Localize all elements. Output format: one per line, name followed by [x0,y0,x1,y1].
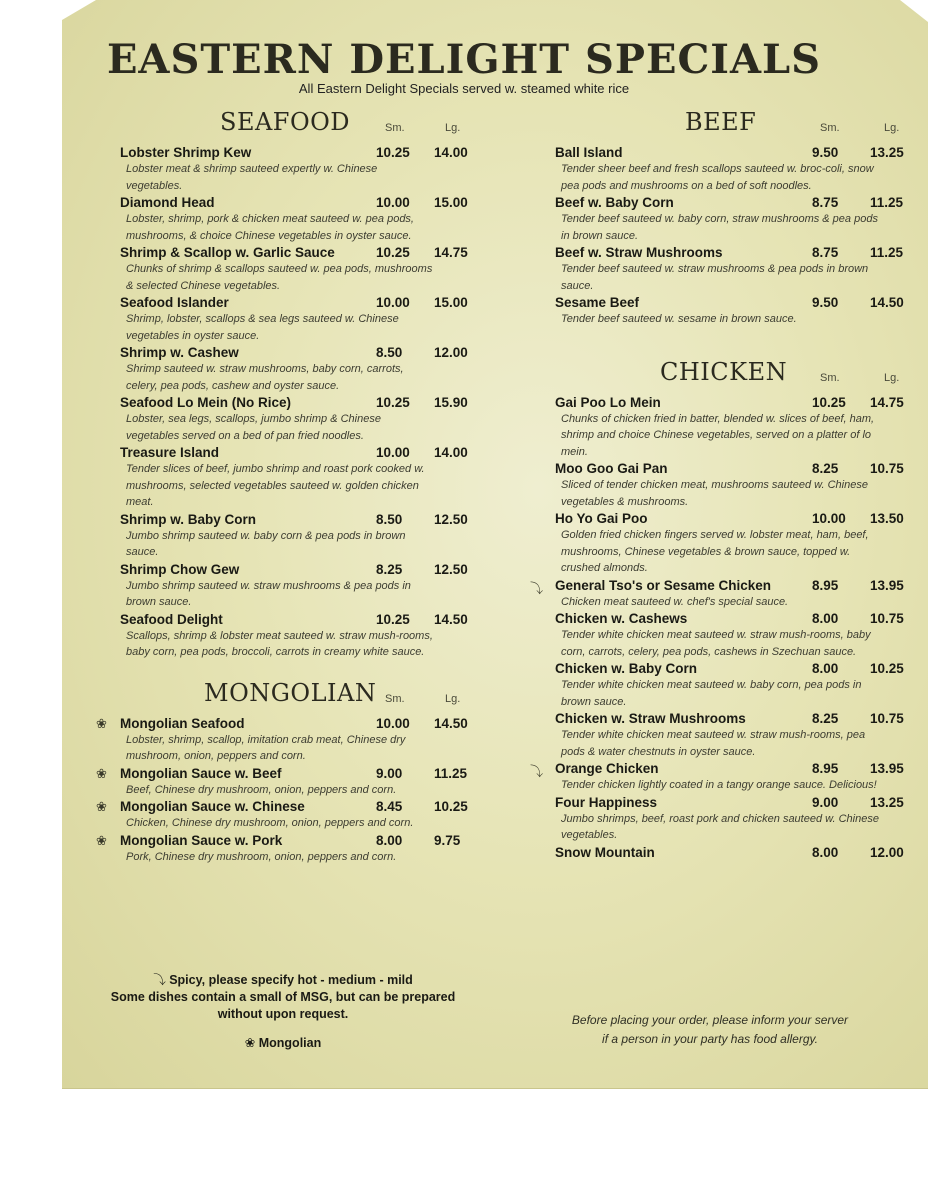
left-column [88,108,478,865]
menu-item-name: Shrimp w. Baby Corn [120,511,257,527]
menu-item [528,510,912,577]
menu-item-name: Seafood Lo Mein (No Rice) [120,395,292,410]
menu-item-price-small: 10.00 [376,715,410,731]
menu-item [88,444,478,511]
menu-item-price-small: 10.25 [812,394,846,410]
menu-item-price-small: 10.00 [376,445,410,460]
menu-item-price-small: 8.25 [376,561,403,577]
menu-item-description: Beef, Chinese dry mushroom, onion, peppers and corn. [126,783,397,796]
menu-item [528,244,912,294]
menu-item-description: Golden fried chicken fingers served w. lobster meat, ham, beef, mushrooms, Chinese vegetables & brown sauce, topped w. crushed almonds. [561,529,869,574]
menu-item [88,511,478,561]
menu-item-name: Mongolian Sauce w. Pork [120,832,283,848]
menu-item [88,294,478,344]
page-subtitle: All Eastern Delight Specials served w. steamed white rice [298,81,630,96]
chili-pepper-icon: ⤵ [530,764,544,779]
menu-item-description: Tender white chicken meat sauteed w. straw mush-rooms, pea pods & water chestnuts in oyster sauce. [561,729,866,758]
right-column [528,108,912,861]
size-small-label: Sm. [820,371,840,384]
menu-item-price-large: 10.75 [870,611,904,626]
menu-item [528,144,912,194]
flower-icon: ❀ [244,1036,256,1050]
spicy-note-text: Spicy, please specify hot - medium - mild [169,973,413,987]
flower-icon: ❀ [96,799,107,814]
spicy-note [88,972,478,989]
menu-item-price-large: 10.75 [870,711,904,726]
menu-item-price-large: 13.50 [870,511,904,526]
menu-item-name: Sesame Beef [555,295,640,310]
menu-item-description: Lobster meat & shrimp sauteed expertly w. Chinese vegetables. [126,163,378,192]
menu-item [88,394,478,444]
menu-item-price-large: 10.25 [870,661,904,676]
menu-item-name: Beef w. Baby Corn [555,195,674,210]
beef-title: BEEF [685,108,757,136]
menu-item-price-large: 14.75 [870,394,904,410]
menu-item-name: Lobster Shrimp Kew [120,145,252,160]
menu-item-description: Lobster, shrimp, scallop, imitation crab meat, Chinese dry mushroom, onion, peppers and corn. [126,733,406,762]
menu-item [88,561,478,611]
menu-item-price-large: 12.00 [870,844,904,860]
menu-item-price-small: 9.00 [376,765,403,781]
menu-item-price-small: 8.45 [376,799,403,814]
menu-item-description: Sliced of tender chicken meat, mushrooms sauteed w. Chinese vegetables & mushrooms. [561,479,868,508]
menu-item-name: Ho Yo Gai Poo [555,511,648,526]
seafood-list [88,144,478,661]
menu-item-name: Diamond Head [120,195,215,210]
menu-item [528,760,912,794]
menu-item-name: Beef w. Straw Mushrooms [555,245,723,260]
size-small-label: Sm. [385,122,405,134]
menu-item-description: Shrimp sauteed w. straw mushrooms, baby corn, carrots, celery, pea pods, cashew and oyster sauce. [126,363,404,392]
mongolian-section-header [88,679,478,715]
menu-item-name: Chicken w. Straw Mushrooms [555,711,746,726]
beef-list [528,144,912,328]
menu-item-price-small: 8.25 [812,711,839,726]
menu-item-price-large: 12.50 [434,511,468,527]
beef-section-header [528,108,912,144]
menu-item-price-small: 10.00 [376,295,410,310]
menu-item-name: Shrimp & Scallop w. Garlic Sauce [120,245,335,260]
menu-item-price-small: 8.75 [812,195,839,210]
menu-item [528,394,912,461]
menu-item-price-large: 14.50 [434,611,468,627]
menu-item-price-small: 8.50 [376,511,403,527]
menu-item-name: Chicken w. Cashews [555,611,688,626]
menu-item-price-small: 10.25 [376,611,410,627]
chicken-list [528,394,912,861]
menu-item [528,194,912,244]
menu-item-name: Shrimp w. Cashew [120,345,239,360]
menu-item-description: Tender chicken lightly coated in a tangy orange sauce. Delicious! [561,779,877,791]
menu-item-price-small: 8.00 [812,844,839,860]
menu-item-price-large: 14.00 [434,445,468,460]
menu-item [528,660,912,710]
menu-item-description: Tender beef sauteed w. sesame in brown sauce. [561,313,797,325]
menu-item [88,194,478,244]
menu-item-name: Snow Mountain [555,844,655,860]
mongolian-title: MONGOLIAN [204,678,377,707]
menu-item [528,294,912,328]
page-title: EASTERN DELIGHT SPECIALS [106,36,822,83]
menu-item-name: Chicken w. Baby Corn [555,661,698,676]
menu-item [528,610,912,660]
menu-item [88,832,478,866]
menu-item-description: Shrimp, lobster, scallops & sea legs sauteed w. Chinese vegetables in oyster sauce. [126,313,399,342]
size-large-label: Lg. [445,692,461,705]
menu-item-name: Seafood Islander [120,295,229,310]
menu-item-name: General Tso's or Sesame Chicken [555,577,772,593]
menu-item-price-large: 13.95 [870,577,904,593]
menu-item-price-large: 11.25 [434,765,468,781]
menu-item-price-small: 8.00 [812,611,839,626]
flower-icon: ❀ [96,765,107,781]
menu-item-price-small: 10.25 [376,145,410,160]
menu-item-name: Mongolian Sauce w. Chinese [120,799,305,814]
menu-item-price-large: 15.90 [434,395,468,410]
menu-item-name: Gai Poo Lo Mein [555,394,661,410]
chicken-section-header [528,358,912,394]
size-small-label: Sm. [385,692,405,705]
flower-icon: ❀ [96,832,107,848]
menu-item-description: Chunks of shrimp & scallops sauteed w. pea pods, mushrooms & selected Chinese vegetables. [126,263,433,292]
mongolian-legend-text: Mongolian [258,1036,322,1050]
menu-item-price-large: 10.75 [870,461,904,476]
menu-item-description: Tender sheer beef and fresh scallops sauteed w. broc-coli, snow pea pods and mushrooms on a bed of soft noodles. [561,163,874,192]
menu-item [528,710,912,760]
menu-item-price-large: 12.50 [434,561,468,577]
menu-item-price-small: 10.25 [376,245,410,260]
menu-item-price-large: 13.25 [870,145,904,160]
menu-item-description: Chunks of chicken fried in batter, blended w. slices of beef, ham, shrimp and choice Chinese vegetables, served on a platter of lo mein. [561,412,875,458]
menu-item [528,577,912,611]
chicken-title: CHICKEN [660,357,788,386]
menu-item-description: Scallops, shrimp & lobster meat sauteed w. straw mush-rooms, baby corn, pea pods, broccoli, carrots in creamy white sauce. [126,629,433,658]
menu-item [88,144,478,194]
menu-item-description: Tender white chicken meat sauteed w. straw mush-rooms, baby corn, carrots, celery, pea pods, cashews in Szechuan sauce. [561,629,871,658]
seafood-title: SEAFOOD [220,108,351,136]
menu-item [88,344,478,394]
menu-item-price-small: 9.00 [812,794,839,810]
menu-item-price-small: 8.75 [812,245,839,260]
menu-item-description: Chicken meat sauteed w. chef's special sauce. [561,595,789,608]
menu-item-description: Lobster, sea legs, scallops, jumbo shrimp & Chinese vegetables served on a bed of pan fried noodles. [126,413,381,442]
menu-item-price-large: 14.50 [870,295,904,310]
menu-item-name: Ball Island [555,145,623,160]
menu-item-price-large: 14.75 [434,245,468,260]
chili-pepper-icon: ⤵ [153,973,166,987]
menu-item-price-large: 15.00 [434,295,468,310]
menu-item-price-small: 8.95 [812,577,839,593]
menu-item-price-small: 8.25 [812,461,839,476]
menu-item [528,460,912,510]
menu-item-price-small: 8.50 [376,345,403,360]
menu-item-price-small: 10.00 [812,511,846,526]
size-large-label: Lg. [884,371,900,384]
menu-item-name: Treasure Island [120,445,220,460]
menu-item-price-large: 13.95 [870,761,904,776]
menu-item-price-large: 11.25 [870,195,904,210]
size-large-label: Lg. [884,122,900,134]
mongolian-legend [88,1035,478,1052]
menu-item-price-small: 8.00 [376,832,403,848]
menu-item [88,715,478,765]
menu-item-price-small: 8.00 [812,661,839,676]
menu-item-description: Pork, Chinese dry mushroom, onion, peppers and corn. [126,850,397,863]
menu-item-name: Orange Chicken [555,761,659,776]
menu-item-price-large: 14.00 [434,145,468,160]
menu-item-price-large: 10.25 [434,799,468,814]
menu-item [88,244,478,294]
menu-item-name: Seafood Delight [120,611,223,627]
menu-item [528,844,912,861]
menu-item-name: Moo Goo Gai Pan [555,461,668,476]
menu-item-description: Lobster, shrimp, pork & chicken meat sauteed w. pea pods, mushrooms, & choice Chinese vegetables in oyster sauce. [126,213,414,242]
menu-item-description: Tender white chicken meat sauteed w. baby corn, pea pods in brown sauce. [561,679,862,708]
menu-item-name: Four Happiness [555,794,658,810]
menu-item-price-small: 8.95 [812,761,839,776]
menu-item-price-small: 9.50 [812,295,839,310]
menu-item [88,611,478,661]
allergy-note-line-1: Before placing your order, please inform your server [571,1013,849,1027]
menu-item-price-large: 11.25 [870,245,904,260]
menu-item-description: Jumbo shrimp sauteed w. straw mushrooms & pea pods in brown sauce. [126,579,411,608]
allergy-note [560,1011,860,1049]
menu-item-name: Mongolian Seafood [120,715,245,731]
msg-note-line-1: Some dishes contain a small of MSG, but can be prepared [110,990,456,1004]
msg-note-line-2: without upon request. [217,1007,349,1021]
allergy-note-line-2: if a person in your party has food allergy. [602,1032,818,1046]
menu-item-price-large: 9.75 [434,832,461,848]
size-small-label: Sm. [820,122,840,134]
chili-pepper-icon: ⤵ [530,580,544,596]
flower-icon: ❀ [96,715,107,731]
size-large-label: Lg. [445,122,461,134]
menu-item-price-large: 12.00 [434,345,468,360]
menu-item-name: Mongolian Sauce w. Beef [120,765,282,781]
menu-item-description: Jumbo shrimps, beef, roast pork and chicken sauteed w. Chinese vegetables. [561,812,879,841]
menu-item-description: Chicken, Chinese dry mushroom, onion, peppers and corn. [126,817,414,829]
menu-item-price-large: 15.00 [434,195,468,210]
menu-item-description: Tender beef sauteed w. straw mushrooms & pea pods in brown sauce. [561,263,869,292]
menu-item-description: Tender beef sauteed w. baby corn, straw mushrooms & pea pods in brown sauce. [561,213,878,242]
menu-item-description: Jumbo shrimp sauteed w. baby corn & pea pods in brown sauce. [126,529,406,558]
menu-item-price-large: 14.50 [434,715,468,731]
menu-item-price-large: 13.25 [870,794,904,810]
menu-item-price-small: 9.50 [812,145,839,160]
menu-item [88,798,478,832]
mongolian-list [88,715,478,866]
seafood-section-header [88,108,478,144]
menu-item-price-small: 10.25 [376,395,410,410]
menu-item [88,765,478,799]
menu-item-name: Shrimp Chow Gew [120,561,240,577]
menu-notes [88,972,478,1052]
menu-item-price-small: 10.00 [376,195,410,210]
menu-item-description: Tender slices of beef, jumbo shrimp and roast pork cooked w. mushrooms, selected vegetables sauteed w. golden chicken meat. [126,463,425,508]
menu-item [528,794,912,844]
